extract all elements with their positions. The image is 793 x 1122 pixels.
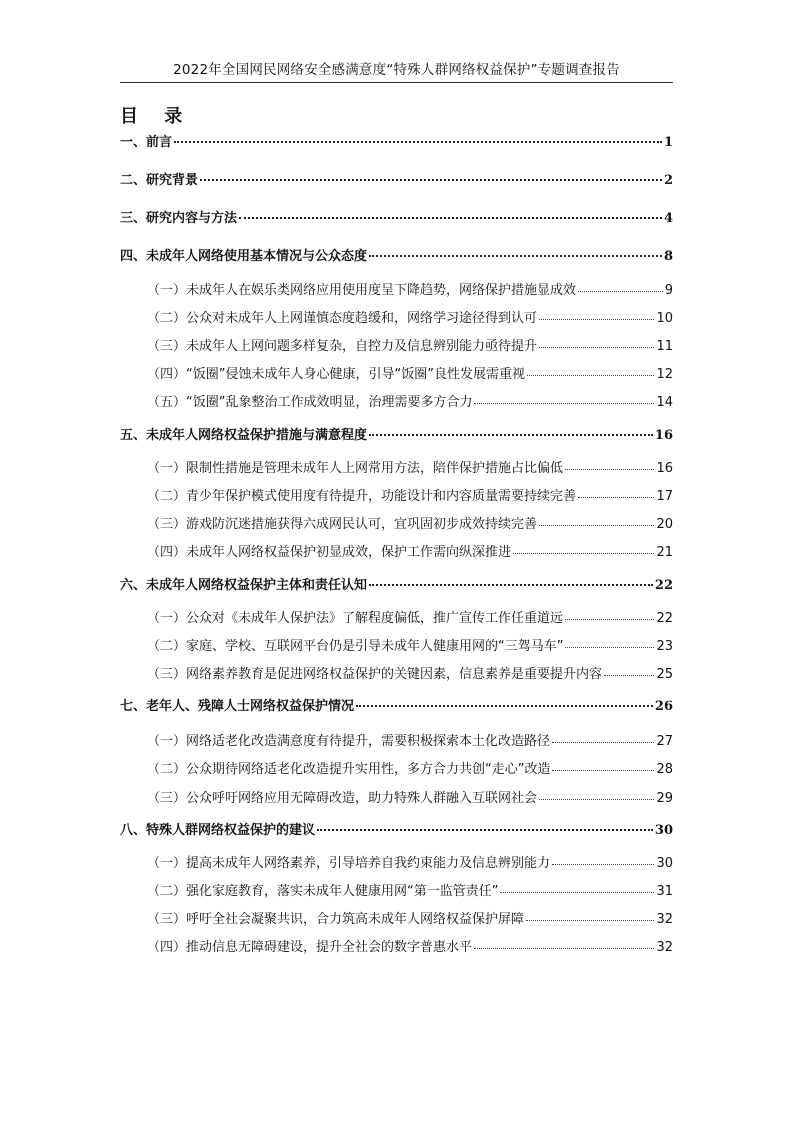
toc-entry-title: 三、研究内容与方法 [120,211,238,226]
toc-leader-dots [552,742,654,743]
toc-section-entry[interactable] [147,758,673,777]
toc-section-entry[interactable] [147,730,673,749]
toc-section-entry[interactable] [147,363,673,382]
toc-page-number: 22 [654,578,673,593]
toc-leader-dots [527,375,655,376]
toc-entry-title: 七、老年人、残障人士网络权益保护情况 [120,699,355,714]
toc-chapter-entry[interactable] [120,207,673,226]
toc-section-entry[interactable] [147,607,673,626]
toc-entry-title: （二）强化家庭教育，落实未成年人健康用网“第一监管责任” [147,884,499,899]
toc-entry-title: （一）公众对《未成年人保护法》了解程度偏低，推广宣传工作任重道远 [147,611,564,626]
toc-leader-dots [474,403,654,404]
toc-page-number: 23 [656,639,673,654]
toc-entry-title: （一）网络适老化改造满意度有待提升，需要积极探索本土化改造路径 [147,734,551,749]
toc-leader-dots [369,434,653,436]
toc-chapter-entry[interactable] [120,424,673,443]
toc-page-number: 21 [656,545,673,560]
toc-leader-dots [200,179,662,181]
toc-section-entry[interactable] [147,457,673,476]
toc-leader-dots [565,619,654,620]
toc-entry-title: 八、特殊人群网络权益保护的建议 [120,823,316,838]
toc-entry-title: （三）网络素养教育是促进网络权益保护的关键因素，信息素养是重要提升内容 [147,667,603,682]
toc-page-number: 12 [656,367,673,382]
toc-section-entry[interactable] [147,391,673,410]
toc-entry-title: （三）未成年人上网问题多样复杂，自控力及信息辨别能力亟待提升 [147,339,538,354]
toc-page-number: 1 [663,135,673,150]
toc-leader-dots [539,319,654,320]
toc-entry-title: （五）“饭圈”乱象整治工作成效明显，治理需要多方合力 [147,395,473,410]
toc-page-number: 25 [656,667,673,682]
toc-page-number: 30 [656,856,673,871]
toc-leader-dots [369,255,662,257]
toc-page-number: 9 [664,283,673,298]
toc-entry-title: （四）“饭圈”侵蚀未成年人身心健康，引导“饭圈”良性发展需重视 [147,367,525,382]
toc-leader-dots [539,525,654,526]
toc-leader-dots [539,347,654,348]
toc-leader-dots [552,864,654,865]
toc-leader-dots [174,141,662,143]
toc-section-entry[interactable] [147,936,673,955]
toc-page-number: 17 [656,489,673,504]
toc-entry-title: （二）家庭、学校、互联网平台仍是引导未成年人健康用网的“三驾马车” [147,639,564,654]
toc-page-number: 4 [663,211,673,226]
toc-leader-dots [317,829,653,831]
page-header: 2022年全国网民网络安全感满意度“特殊人群网络权益保护”专题调查报告 [173,62,620,78]
toc-chapter-entry[interactable] [120,695,673,714]
toc-page-number: 26 [654,699,673,714]
toc-entry-title: （二）公众期待网络适老化改造提升实用性，多方合力共创“走心”改造 [147,762,551,777]
toc-chapter-entry[interactable] [120,131,673,150]
toc-page-number: 8 [663,249,673,264]
toc-leader-dots [474,948,654,949]
toc-page-number: 11 [656,339,673,354]
toc-chapter-entry[interactable] [120,819,673,838]
toc-entry-title: （三）游戏防沉迷措施获得六成网民认可，宜巩固初步成效持续完善 [147,517,538,532]
toc-page-number: 16 [656,461,673,476]
toc-entry-title: 四、未成年人网络使用基本情况与公众态度 [120,249,368,264]
toc-entry-title: 一、前言 [120,135,173,150]
toc-section-entry[interactable] [147,635,673,654]
toc-section-entry[interactable] [147,880,673,899]
toc-leader-dots [565,469,654,470]
toc-leader-dots [356,705,653,707]
toc-entry-title: （一）限制性措施是管理未成年人上网常用方法，陪伴保护措施占比偏低 [147,461,564,476]
toc-leader-dots [369,584,653,586]
toc-section-entry[interactable] [147,279,673,298]
toc-section-entry[interactable] [147,787,673,806]
toc-leader-dots [578,291,663,292]
toc-page-number: 29 [656,791,673,806]
toc-section-entry[interactable] [147,908,673,927]
toc-entry-title: 二、研究背景 [120,173,199,188]
toc-chapter-entry[interactable] [120,574,673,593]
toc-entry-title: 五、未成年人网络权益保护措施与满意程度 [120,428,368,443]
toc-section-entry[interactable] [147,513,673,532]
toc-entry-title: （二）青少年保护模式使用度有待提升，功能设计和内容质量需要持续完善 [147,489,577,504]
toc-entry-title: （三）呼吁全社会凝聚共识，合力筑高未成年人网络权益保护屏障 [147,912,525,927]
toc-page-number: 14 [656,395,673,410]
toc-chapter-entry[interactable] [120,169,673,188]
toc-section-entry[interactable] [147,852,673,871]
toc-leader-dots [604,675,654,676]
toc-page-number: 28 [656,762,673,777]
toc-page-number: 32 [656,940,673,955]
toc-entry-title: （一）提高未成年人网络素养，引导培养自我约束能力及信息辨别能力 [147,856,551,871]
toc-section-entry[interactable] [147,663,673,682]
toc-leader-dots [565,647,654,648]
toc-page-number: 32 [656,912,673,927]
toc-chapter-entry[interactable] [120,245,673,264]
toc-page-number: 30 [654,823,673,838]
toc-leader-dots [552,770,654,771]
toc-entry-title: （二）公众对未成年人上网谨慎态度趋缓和，网络学习途径得到认可 [147,311,538,326]
toc-leader-dots [578,497,654,498]
toc-page-number: 31 [656,884,673,899]
toc-page-number: 16 [654,428,673,443]
toc-leader-dots [513,553,654,554]
toc-section-entry[interactable] [147,335,673,354]
toc-entry-title: （四）未成年人网络权益保护初显成效，保护工作需向纵深推进 [147,545,512,560]
toc-title: 目 录 [120,106,193,127]
toc-section-entry[interactable] [147,541,673,560]
toc-leader-dots [539,799,654,800]
toc-page-number: 10 [656,311,673,326]
toc-page-number: 22 [656,611,673,626]
toc-leader-dots [239,217,662,219]
toc-leader-dots [500,892,654,893]
toc-leader-dots [526,920,654,921]
toc-entry-title: （三）公众呼吁网络应用无障碍改造，助力特殊人群融入互联网社会 [147,791,538,806]
toc-entry-title: （四）推动信息无障碍建设，提升全社会的数字普惠水平 [147,940,473,955]
toc-section-entry[interactable] [147,307,673,326]
toc-page-number: 2 [663,173,673,188]
toc-entry-title: （一）未成年人在娱乐类网络应用使用度呈下降趋势，网络保护措施显成效 [147,283,577,298]
toc-page-number: 20 [656,517,673,532]
toc-section-entry[interactable] [147,485,673,504]
toc-page-number: 27 [656,734,673,749]
toc-entry-title: 六、未成年人网络权益保护主体和责任认知 [120,578,368,593]
